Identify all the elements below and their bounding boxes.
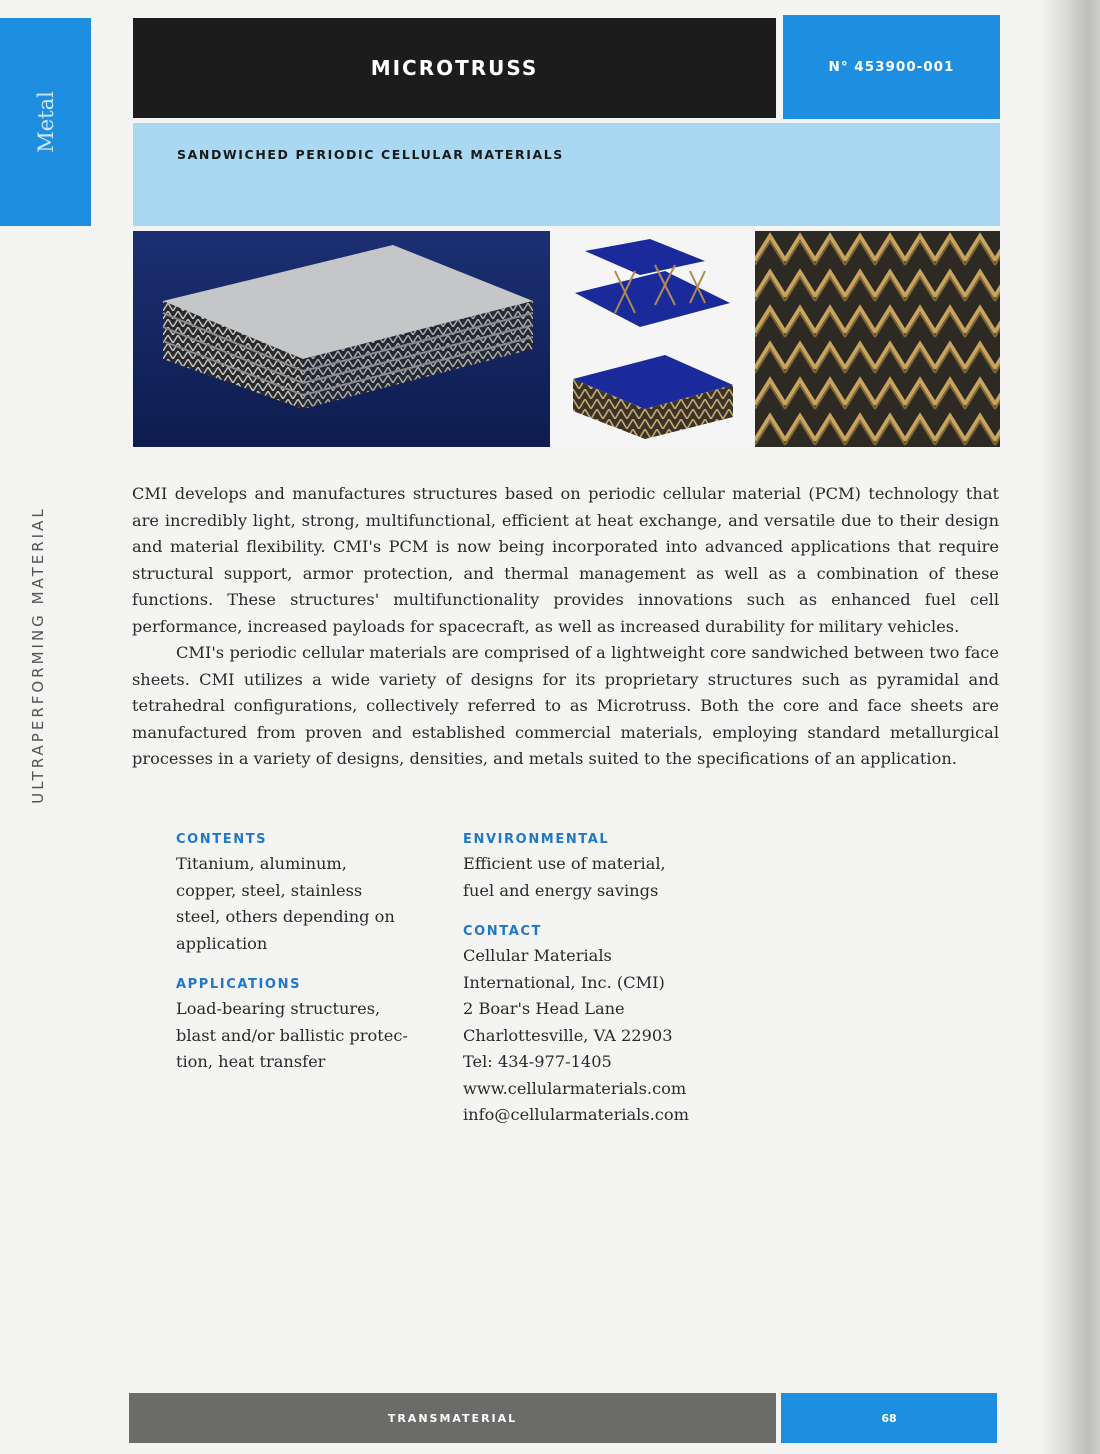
photo-truss-closeup xyxy=(755,231,1000,447)
environmental-body: Efficient use of material, fuel and energy savings xyxy=(463,854,666,900)
photo-stacked-panel xyxy=(133,231,550,447)
photo-tetrahedral-truss xyxy=(555,339,750,447)
contact-website-link[interactable]: www.cellularmaterials.com xyxy=(463,1078,687,1098)
contact-name-line: International, Inc. (CMI) xyxy=(463,972,665,992)
applications-heading: APPLICATIONS xyxy=(176,977,302,992)
catalog-number-box xyxy=(783,15,1000,119)
body-text xyxy=(132,481,999,773)
page-title: MICROTRUSS xyxy=(370,56,539,80)
page-number: 68 xyxy=(881,1411,897,1425)
page-number-box xyxy=(781,1393,997,1443)
body-paragraph: CMI's periodic cellular materials are comprised of a lightweight core sandwiched between two face sheets. CMI utilizes a wide variety of designs for its proprietary structures such as pyramidal and tetrahedral configurations, collectively referred to as Microtruss. Both the core and face sheets are manufactured from proven and established commercial materials, employing standard metallurgical processes in a variety of designs, densities, and metals suited to the specifications of an application. xyxy=(132,643,999,768)
contact-heading: CONTACT xyxy=(463,924,542,939)
environmental-section xyxy=(463,832,763,904)
footer-bar xyxy=(129,1393,776,1443)
contact-email-link[interactable]: info@cellularmaterials.com xyxy=(463,1105,689,1124)
book-gutter-shadow xyxy=(1040,0,1100,1454)
applications-body: Load-bearing structures, blast and/or ballistic protec- tion, heat transfer xyxy=(176,999,408,1071)
catalog-number: N° 453900-001 xyxy=(828,59,955,75)
contact-name-line: Cellular Materials xyxy=(463,946,612,965)
contents-section xyxy=(176,832,446,957)
contact-body xyxy=(463,943,763,1129)
contents-heading: CONTENTS xyxy=(176,832,268,847)
category-tab xyxy=(0,18,91,226)
footer-label: TRANSMATERIAL xyxy=(387,1411,518,1425)
applications-section xyxy=(176,977,446,1076)
section-vertical-label: ULTRAPERFORMING MATERIAL xyxy=(29,506,47,804)
contents-body: Titanium, aluminum, copper, steel, stainless steel, others depending on application xyxy=(176,854,395,953)
title-bar xyxy=(133,18,776,118)
contact-section xyxy=(463,924,763,1129)
contact-phone: Tel: 434-977-1405 xyxy=(463,1052,612,1071)
page-subtitle: SANDWICHED PERIODIC CELLULAR MATERIALS xyxy=(177,147,564,162)
subtitle-band xyxy=(133,123,1000,226)
body-paragraph: CMI develops and manufactures structures based on periodic cellular material (PCM) technology that are incredibly light, strong, multifunctional, efficient at heat exchange, and versatile due to their design and material flexibility. CMI's PCM is now being incorporated into advanced applications that require structural support, armor protection, and thermal management as well as a combination of these functions. These structures' multifunctionality provides innovations such as enhanced fuel cell performance, increased payloads for spacecraft, as well as increased durability for military vehicles. xyxy=(132,484,999,636)
category-tab-label: Metal xyxy=(33,91,58,153)
contact-city: Charlottesville, VA 22903 xyxy=(463,1025,673,1045)
photo-pyramidal-truss xyxy=(555,231,750,333)
environmental-heading: ENVIRONMENTAL xyxy=(463,832,610,847)
contact-address: 2 Boar's Head Lane xyxy=(463,999,625,1018)
